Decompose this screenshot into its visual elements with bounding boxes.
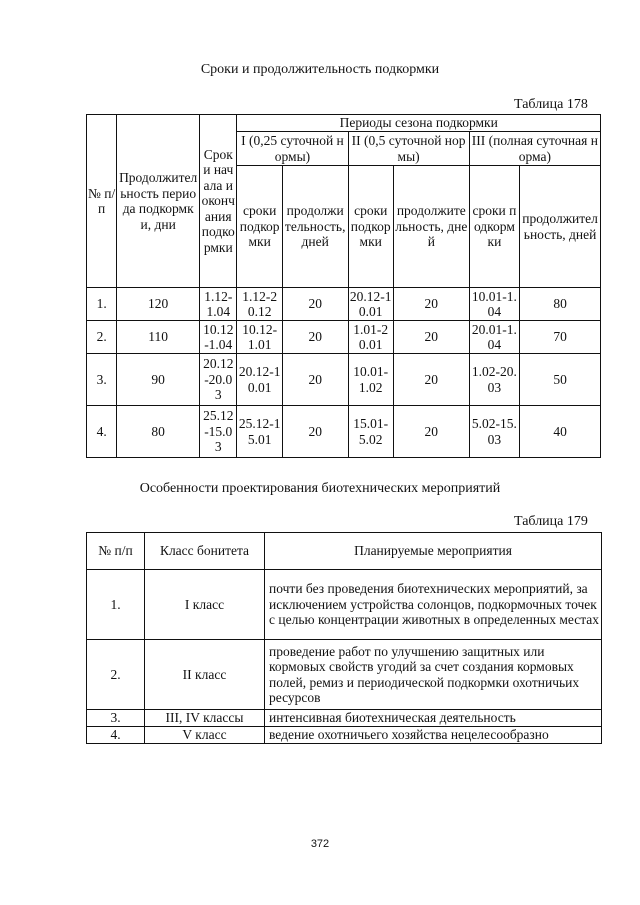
header-duration: Продолжительность периода подкормки, дни (117, 115, 200, 288)
subheader-duration: продолжительность, дней (282, 166, 348, 288)
cell-term: 20.12-20.03 (200, 354, 237, 406)
header-class: Класс бонитета (145, 533, 265, 570)
subheader-duration: продолжительность, дней (393, 166, 469, 288)
cell-p3-term: 10.01-1.04 (469, 288, 519, 321)
subheader-term: сроки подкормки (237, 166, 282, 288)
table-178-title: Сроки и продолжительность подкормки (200, 62, 440, 77)
cell-p1-term: 20.12-10.01 (237, 354, 282, 406)
table-row (87, 710, 602, 727)
cell-class: II класс (145, 640, 265, 710)
table-row (87, 288, 601, 321)
cell-num: 2. (87, 640, 145, 710)
cell-term: 10.12-1.04 (200, 321, 237, 354)
cell-p1-days: 20 (282, 321, 348, 354)
table-179-title: Особенности проектирования биотехнических мероприятий (139, 481, 501, 496)
cell-p2-term: 20.12-10.01 (349, 288, 392, 319)
cell-p3-term: 1.02-20.03 (469, 354, 519, 406)
cell-days: 120 (117, 288, 200, 321)
cell-p1-days: 20 (282, 406, 348, 458)
cell-term: 25.12-15.03 (200, 406, 237, 458)
table-178-label: Таблица 178 (514, 97, 588, 112)
cell-p3-days: 50 (520, 354, 601, 406)
cell-num: 3. (87, 710, 145, 727)
page-number: 372 (310, 838, 330, 850)
header-measures: Планируемые мероприятия (265, 533, 602, 570)
header-period-2: II (0,5 суточной нормы) (348, 132, 469, 166)
table-row (87, 354, 601, 406)
cell-p2-term: 1.01-20.01 (348, 321, 393, 354)
cell-class: V класс (145, 727, 265, 744)
cell-p2-days: 20 (393, 406, 469, 458)
cell-class: I класс (145, 570, 265, 640)
cell-days: 90 (117, 354, 200, 406)
cell-p2-term: 10.01-1.02 (348, 354, 393, 406)
cell-p1-term: 10.12-1.01 (237, 321, 282, 354)
cell-num: 1. (87, 570, 145, 640)
cell-p1-days: 20 (282, 288, 348, 321)
cell-p1-term: 1.12-20.12 (237, 288, 282, 321)
cell-measures: проведение работ по улучшению защитных или кормовых свойств угодий за счет создания кормовых полей, ремиз и периодической подкормки охотничьих ресурсов (265, 640, 602, 710)
cell-p3-term: 5.02-15.03 (469, 406, 519, 458)
cell-class: III, IV классы (145, 710, 265, 727)
cell-p2-days: 20 (393, 288, 469, 321)
header-term: Сроки начала и окончания подкормки (200, 115, 237, 288)
cell-p3-term: 20.01-1.04 (469, 321, 519, 354)
header-num: № п/п (87, 533, 145, 570)
cell-p2-days: 20 (393, 321, 469, 354)
subheader-duration: продолжительность, дней (520, 166, 601, 288)
cell-p1-term: 25.12-15.01 (237, 406, 282, 458)
cell-p2-term: 15.01-5.02 (348, 406, 393, 458)
header-period-1: I (0,25 суточной нормы) (237, 132, 348, 166)
table-row (87, 570, 602, 640)
cell-p2-days: 20 (393, 354, 469, 406)
cell-p1-days: 20 (282, 354, 348, 406)
biotechnical-measures-table (86, 532, 602, 744)
header-period-3: III (полная суточная норма) (469, 132, 600, 166)
cell-num: 3. (87, 354, 117, 406)
table-179-label: Таблица 179 (514, 514, 588, 529)
table-row (87, 727, 602, 744)
cell-num: 4. (87, 406, 117, 458)
cell-num: 4. (87, 727, 145, 744)
table-row (87, 321, 601, 354)
cell-days: 110 (117, 321, 200, 354)
cell-p3-days: 80 (520, 288, 601, 321)
cell-days: 80 (117, 406, 200, 458)
cell-num: 2. (87, 321, 117, 354)
cell-measures: почти без проведения биотехнических мероприятий, за исключением устройства солонцов, подкормочных точек с целью концентрации животных в определенных местах (265, 570, 602, 640)
cell-p3-days: 70 (520, 321, 601, 354)
table-row (87, 406, 601, 458)
feeding-schedule-table (86, 114, 601, 458)
cell-measures: интенсивная биотехническая деятельность (265, 710, 602, 727)
header-periods: Периоды сезона подкормки (237, 115, 601, 132)
header-num: № п/п (87, 115, 117, 288)
table-row (87, 640, 602, 710)
subheader-term: сроки подкормки (348, 166, 393, 288)
cell-p3-days: 40 (520, 406, 601, 458)
subheader-term: сроки подкормки (469, 166, 519, 288)
cell-measures: ведение охотничьего хозяйства нецелесообразно (265, 727, 602, 744)
cell-num: 1. (87, 288, 117, 321)
cell-term: 1.12-1.04 (200, 288, 237, 321)
